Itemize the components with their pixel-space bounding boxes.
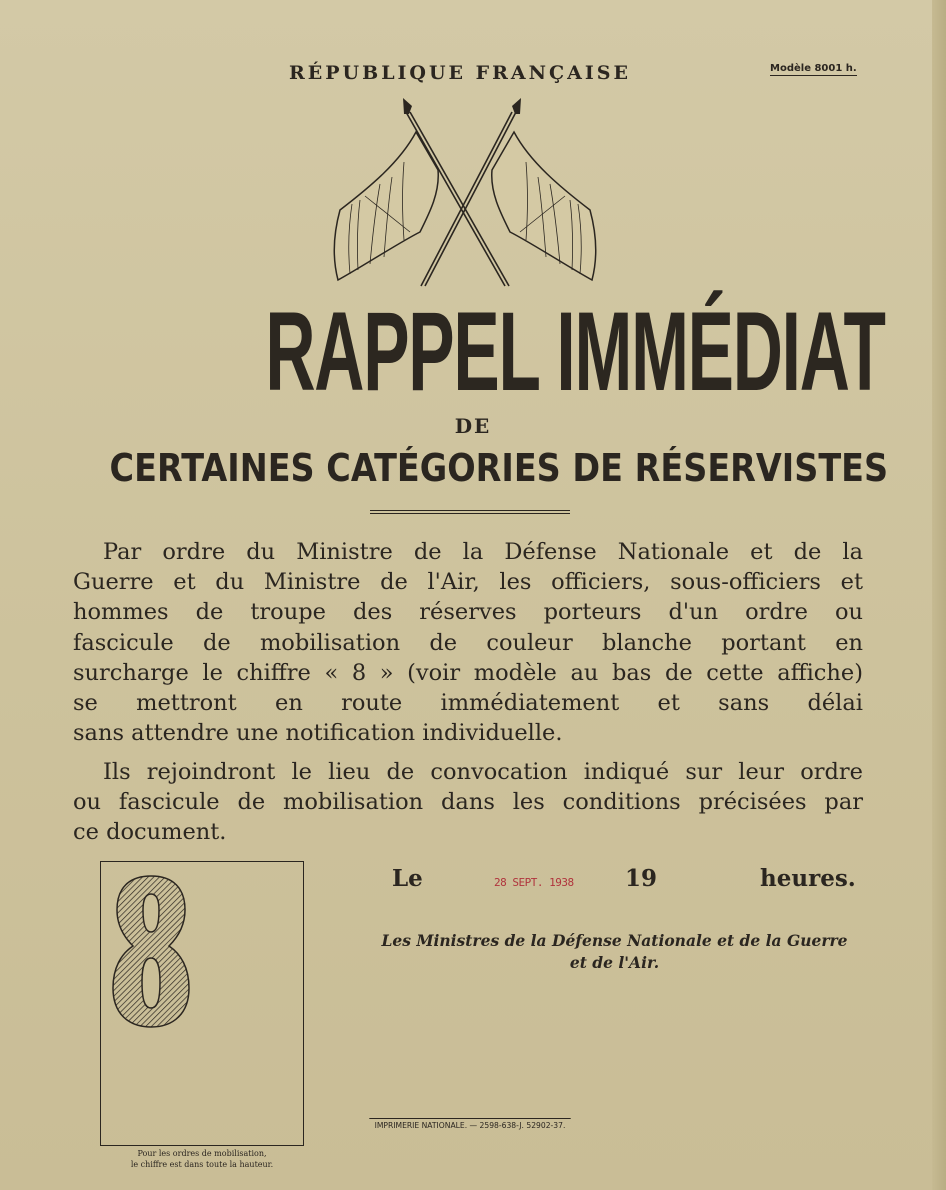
decorative-rule [370, 510, 570, 514]
signature-line: et de l'Air. [569, 953, 660, 972]
modele-reference: Modèle 8001 h. [770, 63, 857, 74]
paragraph-line: hommes de troupe des réserves porteurs d'un ordre ou [73, 599, 863, 626]
model-caption [100, 1148, 304, 1170]
paragraph-line: surcharge le chiffre « 8 » (voir modèle au bas de cette affiche) [73, 659, 863, 686]
printer-imprint: IMPRIMERIE NATIONALE. — 2598-638-J. 52902-37. [369, 1118, 570, 1130]
caption-line: le chiffre est dans toute la hauteur. [130, 1160, 274, 1169]
paragraph-line: Guerre et du Ministre de l'Air, les officiers, sous-officiers et [73, 569, 863, 596]
title-connector: DE [454, 414, 492, 438]
instructions-paragraph [73, 757, 863, 848]
signature-line: Les Ministres de la Défense Nationale et de la Guerre [381, 931, 848, 950]
paragraph-line: se mettront en route immédiatement et sans délai [73, 690, 863, 717]
order-paragraph [73, 537, 863, 748]
paragraph-line: Ils rejoindront le lieu de convocation indiqué sur leur ordre [103, 759, 863, 785]
paragraph-line: sans attendre une notification individuelle. [73, 720, 563, 747]
date-stamp: 28 SEPT. 1938 [494, 876, 574, 889]
subtitle: CERTAINES CATÉGORIES DE RÉSERVISTES [109, 446, 889, 490]
paper-edge [932, 0, 946, 1190]
digit-eight-model [111, 874, 191, 1029]
paragraph-line: ou fascicule de mobilisation dans les conditions précisées par [73, 789, 863, 816]
republique-header: RÉPUBLIQUE FRANÇAISE [289, 62, 631, 84]
ministers-signature [362, 930, 867, 974]
date-row [392, 865, 856, 895]
model-box [100, 861, 304, 1146]
crossed-flags-icon [320, 92, 610, 292]
paragraph-line: fascicule de mobilisation de couleur blanche portant en [73, 629, 863, 656]
main-title: RAPPEL IMMÉDIAT [265, 289, 885, 414]
date-le-label: Le [392, 865, 423, 892]
paragraph-line: ce document. [73, 819, 227, 846]
hour-value: 19 [625, 865, 658, 892]
heures-label: heures. [760, 865, 856, 892]
paragraph-line: Par ordre du Ministre de la Défense Nationale et de la [103, 539, 863, 565]
caption-line: Pour les ordres de mobilisation, [137, 1149, 267, 1158]
